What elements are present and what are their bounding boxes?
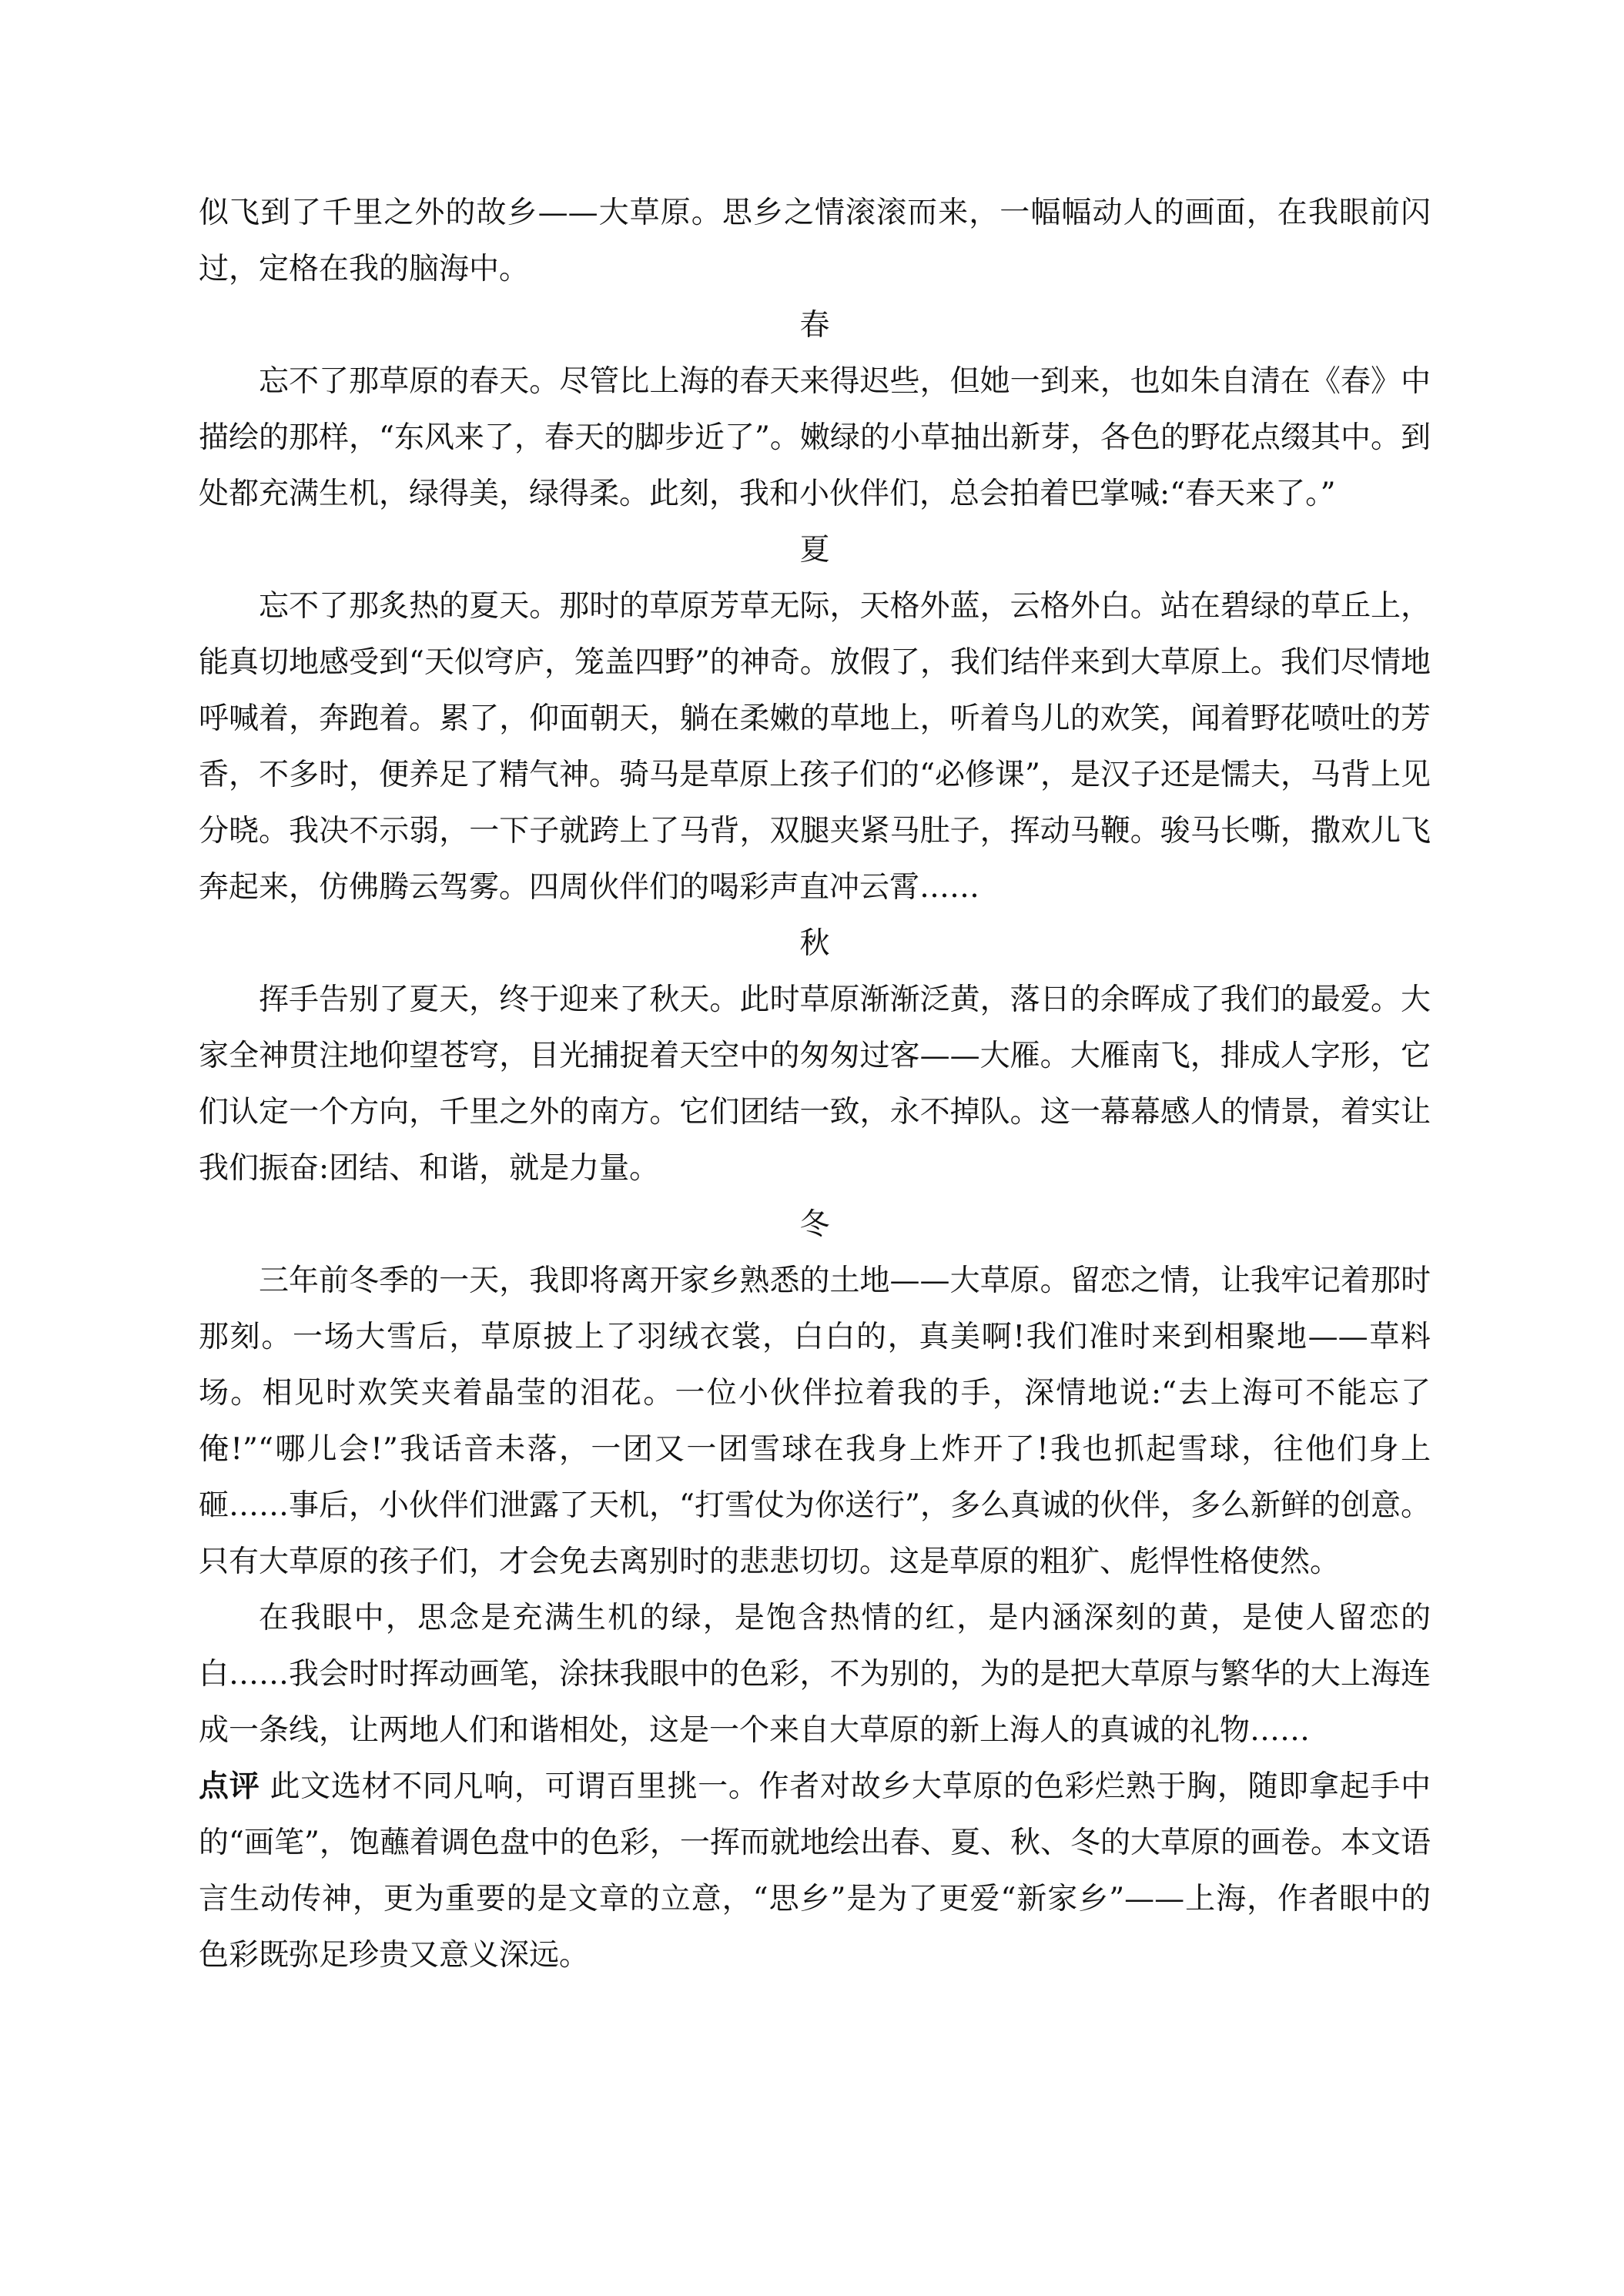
- intro-paragraph: 似飞到了千里之外的故乡——大草原。思乡之情滚滚而来，一幅幅动人的画面，在我眼前闪过，定格在我的脑海中。: [199, 196, 1431, 286]
- section-heading-summer: 夏: [799, 533, 830, 567]
- comment-paragraph: [199, 1759, 1431, 1983]
- conclusion-paragraph: 在我眼中，思念是充满生机的绿，是饱含热情的红，是内涵深刻的黄，是使人留恋的白……我会时时挥动画笔，涂抹我眼中的色彩，不为别的，为的是把大草原与繁华的大上海连成一条线，让两地人们和谐相处，这是一个来自大草原的新上海人的真诚的礼物……: [199, 1601, 1431, 1748]
- comment-text: 此文选材不同凡响，可谓百里挑一。作者对故乡大草原的色彩烂熟于胸，随即拿起手中的“画笔”，饱蘸着调色盘中的色彩，一挥而就地绘出春、夏、秋、冬的大草原的画卷。本文语言生动传神，更为重要的是文章的立意，“思乡”是为了更爱“新家乡”——上海，作者眼中的色彩既弥足珍贵又意义深远。: [199, 1769, 1431, 1973]
- section-heading-winter: 冬: [799, 1207, 830, 1242]
- comment-label: 点评: [199, 1769, 260, 1804]
- section-heading-autumn: 秋: [799, 926, 830, 961]
- section-paragraph-winter: 三年前冬季的一天，我即将离开家乡熟悉的土地——大草原。留恋之情，让我牢记着那时那刻。一场大雪后，草原披上了羽绒衣裳，白白的，真美啊!我们准时来到相聚地——草料场。相见时欢笑夹着晶莹的泪花。一位小伙伴拉着我的手，深情地说:“去上海可不能忘了俺!”“哪儿会!”我话音未落，一团又一团雪球在我身上炸开了!我也抓起雪球，往他们身上砸……事后，小伙伴们泄露了天机，“打雪仗为你送行”，多么真诚的伙伴，多么新鲜的创意。只有大草原的孩子们，才会免去离别时的悲悲切切。这是草原的粗犷、彪悍性格使然。: [199, 1263, 1431, 1579]
- section-heading-spring: 春: [799, 308, 830, 343]
- section-paragraph-spring: 忘不了那草原的春天。尽管比上海的春天来得迟些，但她一到来，也如朱自清在《春》中描绘的那样，“东风来了，春天的脚步近了”。嫩绿的小草抽出新芽，各色的野花点缀其中。到处都充满生机，绿得美，绿得柔。此刻，我和小伙伴们，总会拍着巴掌喊:“春天来了。”: [199, 364, 1431, 511]
- section-paragraph-autumn: 挥手告别了夏天，终于迎来了秋天。此时草原渐渐泛黄，落日的余晖成了我们的最爱。大家全神贯注地仰望苍穹，目光捕捉着天空中的匆匆过客——大雁。大雁南飞，排成人字形，它们认定一个方向，千里之外的南方。它们团结一致，永不掉队。这一幕幕感人的情景，着实让我们振奋:团结、和谐，就是力量。: [199, 982, 1431, 1186]
- section-paragraph-summer: 忘不了那炙热的夏天。那时的草原芳草无际，天格外蓝，云格外白。站在碧绿的草丘上，能真切地感受到“天似穹庐，笼盖四野”的神奇。放假了，我们结伴来到大草原上。我们尽情地呼喊着，奔跑着。累了，仰面朝天，躺在柔嫩的草地上，听着鸟儿的欢笑，闻着野花喷吐的芳香，不多时，便养足了精气神。骑马是草原上孩子们的“必修课”，是汉子还是懦夫，马背上见分晓。我决不示弱，一下子就跨上了马背，双腿夹紧马肚子，挥动马鞭。骏马长嘶，撒欢儿飞奔起来，仿佛腾云驾雾。四周伙伴们的喝彩声直冲云霄……: [199, 589, 1431, 905]
- document-page: [199, 185, 1431, 1983]
